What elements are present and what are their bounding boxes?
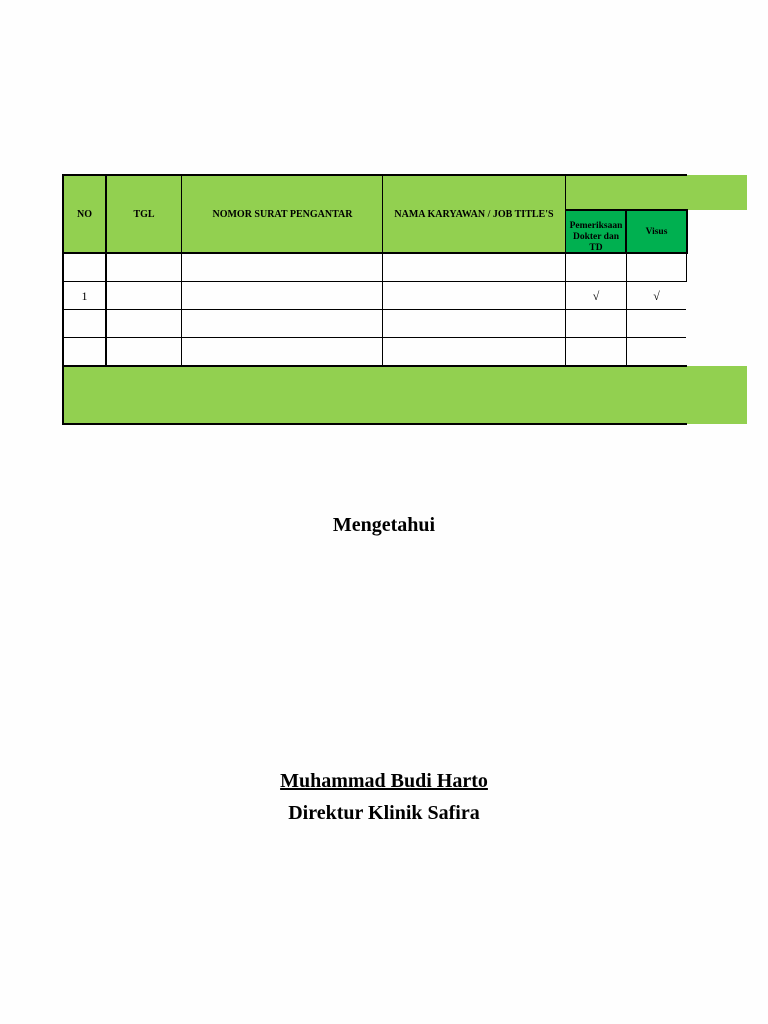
signature-name: Muhammad Budi Harto [280,770,488,792]
signature-heading: Mengetahui [332,514,436,536]
table-cell-pemeriksaan: √ [592,288,600,303]
table-col-line [382,174,383,367]
table-cell-pemeriksaan [566,338,626,366]
table-border-bottom [63,423,687,425]
table-col-line [105,174,107,367]
table-cell-no [63,254,106,282]
table-header-bottom [63,252,687,254]
table-cell-visus [627,338,686,366]
table-border-top [63,174,687,176]
header-no: NO [63,175,106,253]
header-nama-karyawan: NAMA KARYAWAN / JOB TITLE'S [383,175,565,253]
table-cell-pemeriksaan [566,310,626,338]
table-cell-pemeriksaan [566,254,626,282]
header-pemeriksaan: Pemeriksaan Dokter dan TD [566,211,626,253]
table-cell-visus [627,310,686,338]
header-nomor-surat: NOMOR SURAT PENGANTAR [182,175,383,253]
table-cell-visus [627,254,686,282]
table-cell-no [63,310,106,338]
header-visus: Visus [627,211,686,253]
table-col-line [625,209,627,254]
table-row-line [63,337,686,338]
table-body-bottom [63,365,687,367]
table-col-line [686,253,687,282]
table-cell-no [63,338,106,366]
table-cell-visus: √ [653,288,660,303]
table-col-line [181,174,182,367]
table-col-line [686,209,688,254]
table-row-line [63,281,686,282]
table-border-left [62,174,64,425]
table-row-line [63,309,686,310]
table-col-line [626,253,627,366]
header-group-empty [565,175,686,210]
signature-title: Direktur Klinik Safira [288,802,480,824]
footer-band [63,366,747,424]
header-tgl: TGL [106,175,182,253]
signature-name-wrap [0,770,768,793]
table-col-line [565,174,566,367]
table-cell-no: 1 [81,288,88,303]
